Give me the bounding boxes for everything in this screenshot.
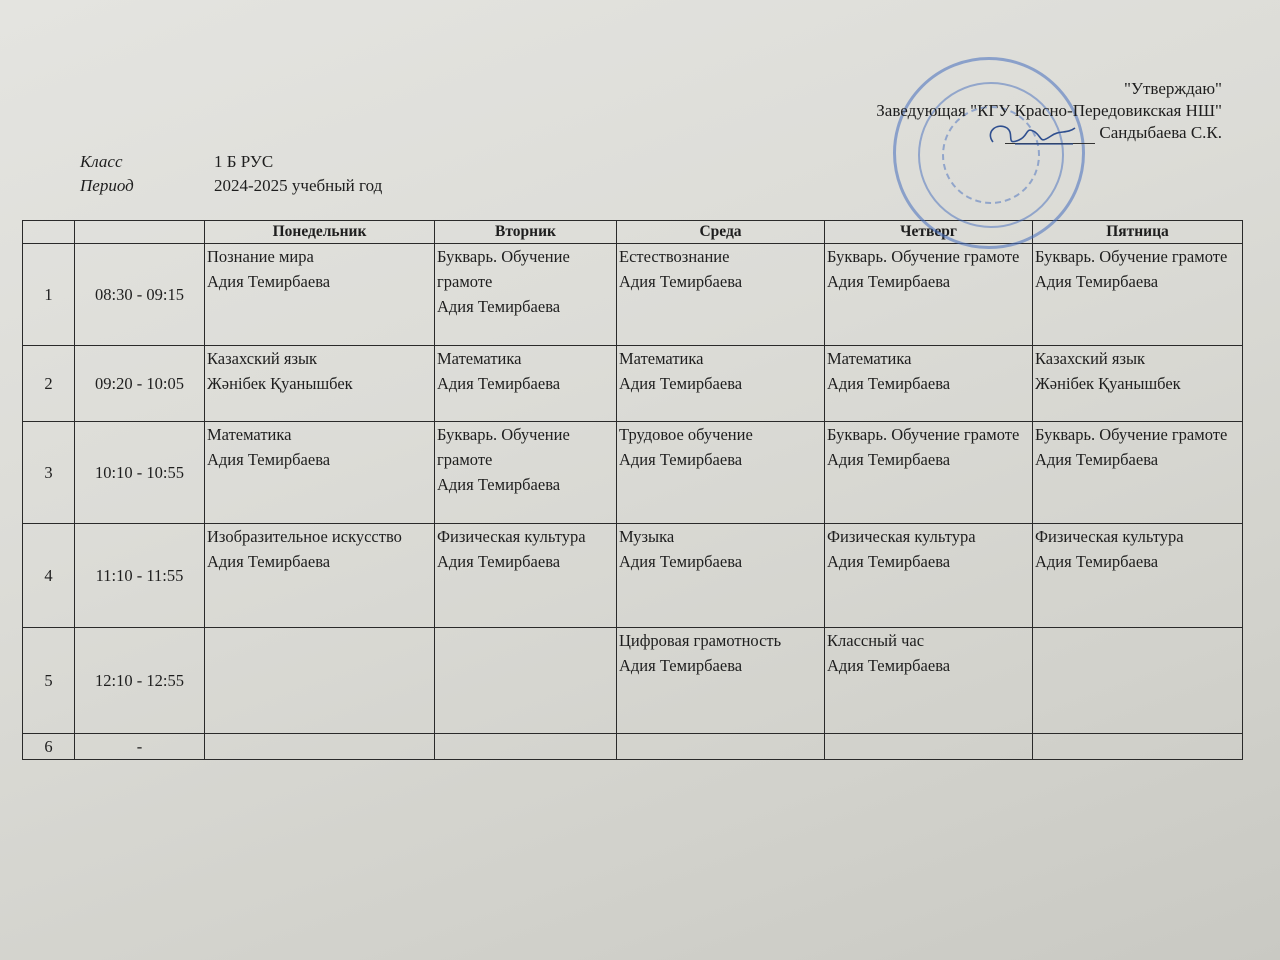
- header-day: Среда: [617, 221, 825, 244]
- table-row: [23, 244, 1243, 346]
- period-value: 2024-2025 учебный год: [214, 176, 383, 195]
- teacher-name: Адия Темирбаева: [827, 552, 951, 571]
- subject-name: Букварь. Обучение грамоте: [1035, 425, 1228, 444]
- lesson-time: 09:20 - 10:05: [75, 346, 205, 422]
- lesson-cell: [617, 346, 825, 422]
- lesson-number: 1: [23, 244, 75, 346]
- lesson-cell: [617, 628, 825, 734]
- approval-position: Заведующая "КГУ Красно-Передовикская НШ": [876, 101, 1222, 120]
- lesson-cell: [205, 734, 435, 760]
- lesson-cell: [825, 734, 1033, 760]
- subject-name: Букварь. Обучение грамоте: [437, 247, 570, 291]
- subject-name: Познание мира: [207, 247, 314, 266]
- class-label: Класс: [80, 152, 123, 171]
- teacher-name: Адия Темирбаева: [619, 272, 743, 291]
- lesson-cell: [435, 734, 617, 760]
- approval-title: "Утверждаю": [1124, 79, 1222, 98]
- teacher-name: Адия Темирбаева: [827, 656, 951, 675]
- schedule-table: [22, 220, 1243, 760]
- lesson-cell: [435, 244, 617, 346]
- subject-name: Изобразительное искусство: [207, 527, 402, 546]
- subject-name: Классный час: [827, 631, 925, 650]
- subject-name: Физическая культура: [437, 527, 586, 546]
- lesson-cell: [825, 524, 1033, 628]
- subject-name: Физическая культура: [827, 527, 976, 546]
- lesson-time: -: [75, 734, 205, 760]
- teacher-name: Жәнібек Қуанышбек: [1035, 374, 1181, 393]
- table-row: [23, 346, 1243, 422]
- teacher-name: Адия Темирбаева: [437, 475, 561, 494]
- teacher-name: Адия Темирбаева: [619, 374, 743, 393]
- lesson-cell: [617, 734, 825, 760]
- lesson-time: 11:10 - 11:55: [75, 524, 205, 628]
- lesson-cell: [435, 628, 617, 734]
- teacher-name: Адия Темирбаева: [1035, 552, 1159, 571]
- lesson-cell: [617, 422, 825, 524]
- subject-name: Трудовое обучение: [619, 425, 753, 444]
- class-value: 1 Б РУС: [214, 152, 274, 171]
- teacher-name: Адия Темирбаева: [827, 374, 951, 393]
- teacher-name: Адия Темирбаева: [619, 450, 743, 469]
- lesson-cell: [435, 346, 617, 422]
- header-day: Четверг: [825, 221, 1033, 244]
- lesson-cell: [1033, 422, 1243, 524]
- subject-name: Букварь. Обучение грамоте: [827, 425, 1020, 444]
- teacher-name: Адия Темирбаева: [207, 552, 331, 571]
- lesson-cell: [205, 346, 435, 422]
- subject-name: Музыка: [619, 527, 675, 546]
- lesson-cell: [617, 244, 825, 346]
- approval-name: Сандыбаева С.К.: [1099, 123, 1222, 142]
- lesson-number: 4: [23, 524, 75, 628]
- teacher-name: Адия Темирбаева: [1035, 272, 1159, 291]
- table-row: [23, 422, 1243, 524]
- teacher-name: Жәнібек Қуанышбек: [207, 374, 353, 393]
- period-label: Период: [80, 176, 134, 195]
- lesson-cell: [825, 422, 1033, 524]
- subject-name: Букварь. Обучение грамоте: [1035, 247, 1228, 266]
- lesson-cell: [825, 346, 1033, 422]
- lesson-cell: [205, 244, 435, 346]
- table-row: [23, 734, 1243, 760]
- lesson-number: 5: [23, 628, 75, 734]
- teacher-name: Адия Темирбаева: [827, 272, 951, 291]
- subject-name: Казахский язык: [1035, 349, 1146, 368]
- lesson-cell: [1033, 244, 1243, 346]
- teacher-name: Адия Темирбаева: [1035, 450, 1159, 469]
- lesson-cell: [1033, 734, 1243, 760]
- lesson-cell: [1033, 524, 1243, 628]
- lesson-cell: [205, 524, 435, 628]
- teacher-name: Адия Темирбаева: [827, 450, 951, 469]
- lesson-time: 08:30 - 09:15: [75, 244, 205, 346]
- lesson-cell: [435, 422, 617, 524]
- signature-icon: [975, 114, 1085, 154]
- subject-name: Математика: [207, 425, 292, 444]
- subject-name: Математика: [827, 349, 912, 368]
- lesson-cell: [435, 524, 617, 628]
- lesson-cell: [825, 628, 1033, 734]
- header-day: Понедельник: [205, 221, 435, 244]
- teacher-name: Адия Темирбаева: [619, 552, 743, 571]
- table-row: [23, 628, 1243, 734]
- subject-name: Физическая культура: [1035, 527, 1184, 546]
- header-row: [23, 221, 1243, 244]
- teacher-name: Адия Темирбаева: [437, 552, 561, 571]
- lesson-cell: [825, 244, 1033, 346]
- lesson-number: 6: [23, 734, 75, 760]
- teacher-name: Адия Темирбаева: [619, 656, 743, 675]
- subject-name: Математика: [437, 349, 522, 368]
- lesson-cell: [617, 524, 825, 628]
- teacher-name: Адия Темирбаева: [437, 297, 561, 316]
- subject-name: Букварь. Обучение грамоте: [437, 425, 570, 469]
- header-day: Пятница: [1033, 221, 1243, 244]
- lesson-time: 10:10 - 10:55: [75, 422, 205, 524]
- table-row: [23, 524, 1243, 628]
- lesson-cell: [205, 422, 435, 524]
- subject-name: Цифровая грамотность: [619, 631, 782, 650]
- lesson-time: 12:10 - 12:55: [75, 628, 205, 734]
- teacher-name: Адия Темирбаева: [207, 272, 331, 291]
- subject-name: Казахский язык: [207, 349, 318, 368]
- teacher-name: Адия Темирбаева: [437, 374, 561, 393]
- teacher-name: Адия Темирбаева: [207, 450, 331, 469]
- header-day: Вторник: [435, 221, 617, 244]
- subject-name: Математика: [619, 349, 704, 368]
- header-time: [75, 221, 205, 244]
- lesson-number: 2: [23, 346, 75, 422]
- lesson-number: 3: [23, 422, 75, 524]
- subject-name: Естествознание: [619, 247, 730, 266]
- schedule-meta: [80, 150, 382, 198]
- lesson-cell: [1033, 346, 1243, 422]
- lesson-cell: [205, 628, 435, 734]
- header-num: [23, 221, 75, 244]
- lesson-cell: [1033, 628, 1243, 734]
- subject-name: Букварь. Обучение грамоте: [827, 247, 1020, 266]
